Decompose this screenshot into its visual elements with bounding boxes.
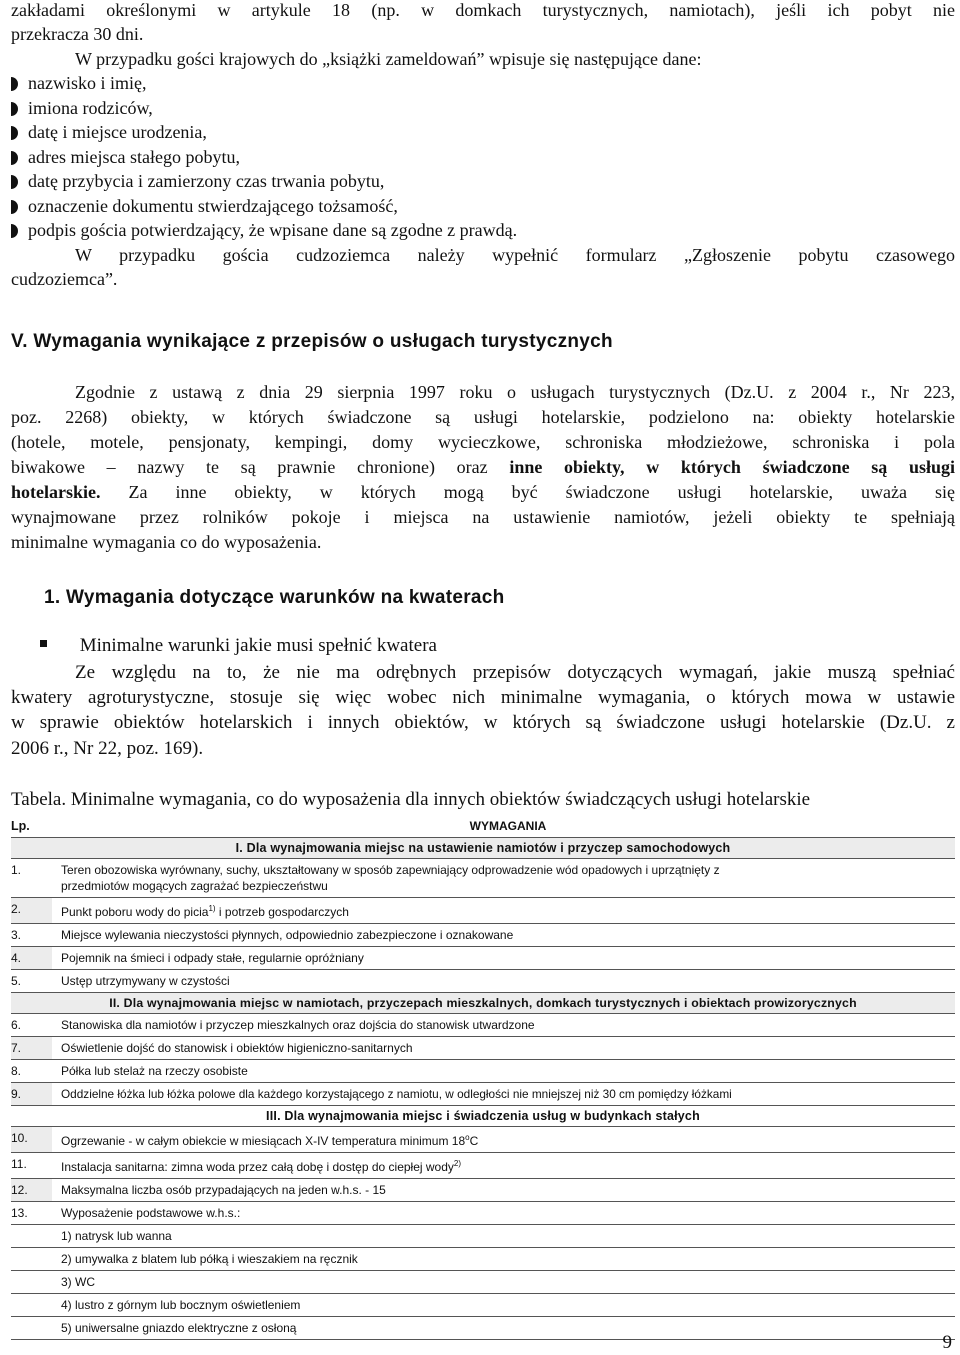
para-v-line-2: poz. 2268) obiekty, w których świadczone są usługi hotelarskie, podzielono na: obiekty hotelarskie — [11, 407, 955, 427]
table-row: 3) WC — [11, 1271, 955, 1293]
half-circle-bullet-icon — [11, 224, 19, 238]
para-v-line-1: Zgodnie z ustawą z dnia 29 sierpnia 1997 roku o usługach turystycznych (Dz.U. z 2004 r., Nr 223, — [75, 382, 955, 402]
list-item: podpis gościa potwierdzający, że wpisane dane są zgodne z prawdą. — [11, 218, 517, 243]
divider — [11, 1339, 955, 1340]
half-circle-bullet-icon — [11, 175, 19, 189]
para-min-line-1: Ze względu na to, że nie ma odrębnych przepisów dotyczących wymagań, jakie muszą spełniać — [75, 662, 955, 683]
list-item: datę i miejsce urodzenia, — [11, 120, 207, 145]
list-item: nazwisko i imię, — [11, 71, 146, 96]
list-item: oznaczenie dokumentu stwierdzającego tożsamość, — [11, 194, 398, 219]
section-v-heading: V. Wymagania wynikające z przepisów o usługach turystycznych — [11, 331, 613, 352]
table-row: 12. Maksymalna liczba osób przypadających na jeden w.h.s. - 15 — [11, 1179, 955, 1201]
table-section-1: I. Dla wynajmowania miejsc na ustawienie namiotów i przyczep samochodowych — [11, 838, 955, 858]
table-section-2: II. Dla wynajmowania miejsc w namiotach, przyczepach mieszkalnych, domkach turystycznych i obiektach prowizorycznych — [11, 993, 955, 1013]
half-circle-bullet-icon — [11, 102, 19, 116]
list-item: adres miejsca stałego pobytu, — [11, 145, 240, 170]
para-min-line-3: w sprawie obiektów hotelarskich i innych obiektów, w których są świadczone usługi hotelarskie (Dz.U. z — [11, 712, 955, 733]
para-v-line-7: minimalne wymagania co do wyposażenia. — [11, 532, 322, 552]
table-section-3: III. Dla wynajmowania miejsc i świadczenia usług w budynkach stałych — [266, 1109, 700, 1123]
para-min-line-2: kwatery agroturystyczne, stosuje się więc wobec nich minimalne wymagania, o których mowa w ustawie — [11, 687, 955, 708]
table-row: 1) natrysk lub wanna — [11, 1225, 955, 1247]
table-row: 1. Teren obozowiska wyrównany, suchy, ukształtowany w sposób zapewniający odprowadzenie wód opadowych i uprzątnięty z przedmiotów mogących zagrażać bezpieczeństwu — [11, 859, 955, 897]
table-row: 2) umywalka z blatem lub półką i wieszakiem na ręcznik — [11, 1248, 955, 1270]
intro-line-2: przekracza 30 dni. — [11, 24, 144, 44]
para-v-line-4: biwakowe – nazwy te są prawnie chronione) oraz inne obiekty, w których świadczone są usługi — [11, 457, 956, 477]
column-header-lp: Lp. — [11, 819, 30, 833]
table-row: 3. Miejsce wylewania nieczystości płynnych, odpowiednio zabezpieczone i oznakowane — [11, 924, 955, 946]
table-row: 8. Półka lub stelaż na rzeczy osobiste — [11, 1060, 955, 1082]
bold-phrase: inne obiekty, w których świadczone są usługi — [509, 457, 956, 477]
table-row: 11. Instalacja sanitarna: zimna woda przez całą dobę i dostęp do ciepłej wody$^{2)}$ — [11, 1153, 955, 1178]
list-item: imiona rodziców, — [11, 96, 153, 121]
foreign-guest-line-2: cudzoziemca”. — [11, 269, 118, 289]
intro-line-3: W przypadku gości krajowych do „książki zameldowań” wpisuje się następujące dane: — [75, 49, 702, 69]
min-conditions-heading: Minimalne warunki jakie musi spełnić kwatera — [40, 634, 640, 659]
table-row: 2. Punkt poboru wody do picia$^{1)}$ i potrzeb gospodarczych — [11, 898, 955, 923]
page-number: 9 — [942, 1332, 952, 1353]
column-header-requirements: WYMAGANIA — [52, 815, 955, 837]
table-header-row — [11, 815, 955, 837]
table-row: 7. Oświetlenie dojść do stanowisk i obiektów higieniczno-sanitarnych — [11, 1037, 955, 1059]
para-v-line-3: (hotele, motele, pensjonaty, kempingi, domy wycieczkowe, schroniska młodzieżowe, schroniska i pola — [11, 432, 955, 452]
foreign-guest-line-1: W przypadku gościa cudzoziemca należy wypełnić formularz „Zgłoszenie pobytu czasowego — [75, 245, 955, 265]
para-v-line-6: wynajmowane przez rolników pokoje i miejsca na ustawienie namiotów, jeżeli obiekty te spełniają — [11, 507, 955, 527]
bold-phrase: hotelarskie. — [11, 482, 101, 502]
para-min-line-4: 2006 r., Nr 22, poz. 169). — [11, 738, 204, 759]
para-v-line-5: hotelarskie. Za inne obiekty, w których mogą być świadczone usługi hotelarskie, uważa się — [11, 482, 955, 502]
square-bullet-icon — [40, 640, 47, 647]
intro-line-1: zakładami określonymi w artykule 18 (np. w domkach turystycznych, namiotach), jeśli ich pobyt nie — [11, 0, 955, 20]
table-row: 6. Stanowiska dla namiotów i przyczep mieszkalnych oraz dojścia do stanowisk utwardzone — [11, 1014, 955, 1036]
half-circle-bullet-icon — [11, 126, 19, 140]
half-circle-bullet-icon — [11, 200, 19, 214]
list-item: datę przybycia i zamierzony czas trwania pobytu, — [11, 169, 384, 194]
requirements-table — [11, 815, 955, 1340]
section-1-heading: 1. Wymagania dotyczące warunków na kwaterach — [44, 587, 505, 608]
table-row: 4) lustro z górnym lub bocznym oświetleniem — [11, 1294, 955, 1316]
table-row: 4. Pojemnik na śmieci i odpady stałe, regularnie opróżniany — [11, 947, 955, 969]
table-row: 10. Ogrzewanie - w całym obiekcie w miesiącach X-IV temperatura minimum 18$^o$C — [11, 1127, 955, 1152]
table-row: 9. Oddzielne łóżka lub łóżka polowe dla każdego korzystającego z namiotu, w odległości nie mniejszej niż 30 cm pomiędzy łóżkami — [11, 1083, 955, 1105]
half-circle-bullet-icon — [11, 151, 19, 165]
table-row: 5) uniwersalne gniazdo elektryczne z osłoną — [11, 1317, 955, 1339]
table-row: 13. Wyposażenie podstawowe w.h.s.: — [11, 1202, 955, 1224]
table-caption: Tabela. Minimalne wymagania, co do wyposażenia dla innych obiektów świadczących usługi hotelarskie — [11, 789, 811, 810]
half-circle-bullet-icon — [11, 77, 19, 91]
table-row: 5. Ustęp utrzymywany w czystości — [11, 970, 955, 992]
